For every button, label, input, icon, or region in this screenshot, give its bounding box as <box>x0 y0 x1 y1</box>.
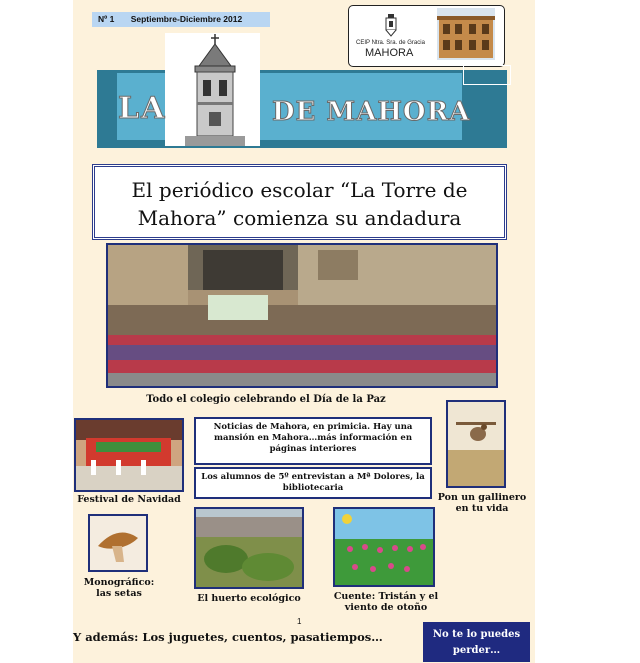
news-interview-text: Los alumnos de 5º entrevistan a Mª Dolores, la bibliotecaria <box>201 472 425 493</box>
logo-school-name: CEIP Ntra. Sra. de Gracia <box>356 40 425 46</box>
issue-bar <box>92 12 270 27</box>
news-interview-box[interactable] <box>194 467 432 499</box>
logo-town: MAHORA <box>365 47 414 59</box>
main-photo[interactable] <box>106 243 498 388</box>
main-photo-caption: Todo el colegio celebrando el Día de la Paz <box>146 394 386 405</box>
page-number: 1 <box>297 617 302 626</box>
garden-photo[interactable] <box>194 507 304 589</box>
henhouse-image <box>448 402 504 486</box>
henhouse-photo[interactable] <box>446 400 506 488</box>
christmas-caption: Festival de Navidad <box>77 494 181 505</box>
christmas-stage-image <box>76 420 182 490</box>
news-mahora-text: Noticias de Mahora, en primicia. Hay una mansión en Mahora…más información en páginas interiores <box>213 422 413 454</box>
masthead-title-la: LA <box>118 91 167 126</box>
henhouse-caption: Pon un gallinero en tu vida <box>437 492 527 514</box>
story-drawing-image <box>335 509 433 585</box>
masthead-title-mahora: DE MAHORA <box>272 97 471 127</box>
news-mahora-box[interactable] <box>194 417 432 465</box>
more-content-text: Y además: Los juguetes, cuentos, pasatiempos… <box>73 630 383 644</box>
headline-box <box>92 164 507 240</box>
banner-accent <box>463 65 511 85</box>
mushrooms-caption: Monográfico: las setas <box>83 577 155 599</box>
headline-line2: Mahora” comienza su andadura <box>137 206 462 230</box>
story-drawing[interactable] <box>333 507 435 587</box>
dont-miss-banner[interactable]: No te lo puedes perder… <box>423 622 530 662</box>
crest-icon <box>380 14 402 38</box>
church-tower-image <box>185 34 245 146</box>
issue-number: Nº 1 <box>98 14 115 24</box>
issue-period: Septiembre-Diciembre 2012 <box>130 14 243 24</box>
garden-caption: El huerto ecológico <box>197 593 301 604</box>
mushroom-image <box>90 516 146 570</box>
story-caption: Cuente: Tristán y el viento de otoño <box>333 591 439 613</box>
headline-line1: El periódico escolar “La Torre de <box>131 178 468 202</box>
mushrooms-photo[interactable] <box>88 514 148 572</box>
group-photo-image <box>108 245 498 388</box>
headline[interactable] <box>95 167 504 232</box>
christmas-photo[interactable] <box>74 418 184 492</box>
garden-image <box>196 509 302 587</box>
school-building-image <box>437 8 495 60</box>
